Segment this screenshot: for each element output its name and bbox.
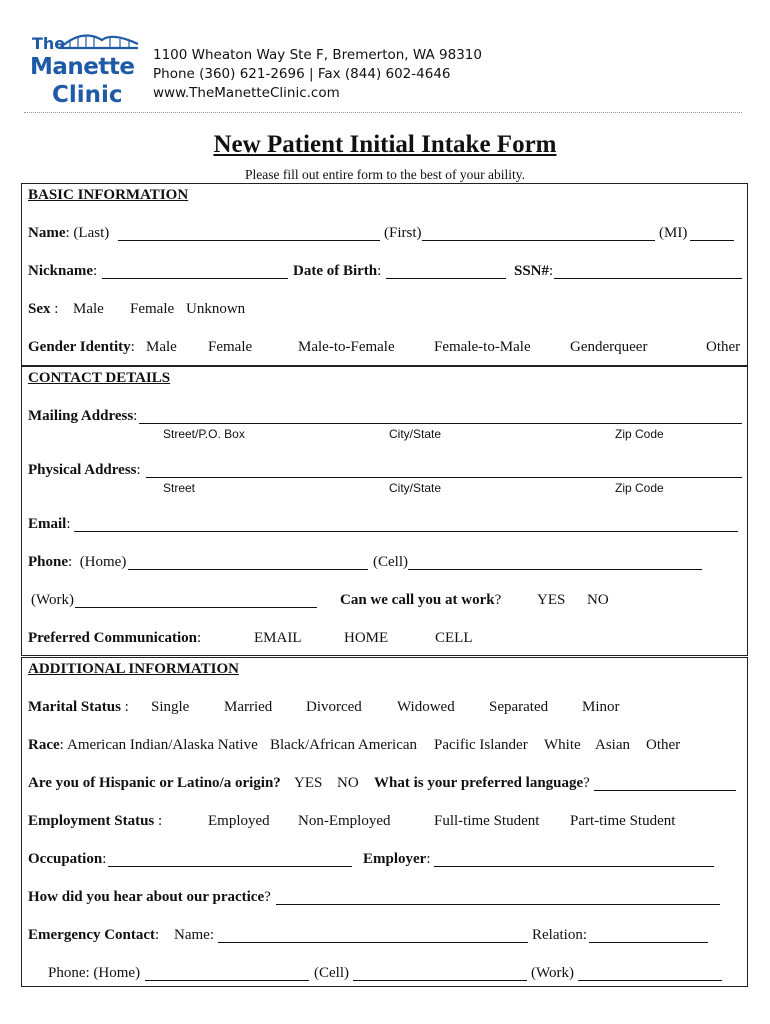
clinic-address: 1100 Wheaton Way Ste F, Bremerton, WA 98310 bbox=[153, 47, 482, 63]
mailing-address-field[interactable] bbox=[139, 423, 742, 424]
marital-option-married[interactable]: Married bbox=[224, 699, 273, 715]
phone-home-field[interactable] bbox=[128, 569, 368, 570]
sex-option-male[interactable]: Male bbox=[73, 301, 104, 317]
preferred-language-field[interactable] bbox=[594, 790, 736, 791]
gender-option-genderqueer[interactable]: Genderqueer bbox=[570, 339, 648, 355]
emergency-work-label: (Work) bbox=[531, 965, 574, 981]
gender-option-male[interactable]: Male bbox=[146, 339, 177, 355]
marital-option-minor[interactable]: Minor bbox=[582, 699, 620, 715]
pref-option-email[interactable]: EMAIL bbox=[254, 630, 302, 646]
physical-street-caption: Street bbox=[163, 481, 196, 495]
emergency-phone-home-label: Phone: (Home) bbox=[48, 965, 141, 981]
physical-address-field[interactable] bbox=[146, 477, 742, 478]
ssn-field[interactable] bbox=[554, 278, 742, 279]
last-name-label: (Last) bbox=[73, 225, 110, 241]
emergency-name-label: Name: bbox=[174, 927, 214, 943]
sex-option-unknown[interactable]: Unknown bbox=[186, 301, 246, 317]
call-at-work-question: Can we call you at work bbox=[340, 592, 495, 608]
occupation-field[interactable] bbox=[108, 866, 352, 867]
physical-address-label: Physical Address bbox=[28, 462, 137, 478]
hispanic-yes[interactable]: YES bbox=[294, 775, 323, 791]
gender-identity-label: Gender Identity bbox=[28, 339, 131, 355]
preferred-language-question: What is your preferred language bbox=[374, 775, 584, 791]
emergency-contact-label: Emergency Contact bbox=[28, 927, 156, 943]
phone-work-label: (Work) bbox=[31, 592, 74, 608]
logo-manette: Manette bbox=[30, 54, 135, 80]
additional-heading: ADDITIONAL INFORMATION bbox=[28, 661, 239, 677]
employment-option-employed[interactable]: Employed bbox=[208, 813, 270, 829]
employer-field[interactable] bbox=[434, 866, 714, 867]
phone-label: Phone bbox=[28, 554, 69, 570]
emergency-relation-field[interactable] bbox=[589, 942, 708, 943]
race-option-american-indian[interactable]: American Indian/Alaska Native bbox=[67, 737, 258, 753]
pref-option-cell[interactable]: CELL bbox=[435, 630, 473, 646]
physical-city-caption: City/State bbox=[389, 481, 442, 495]
phone-cell-label: (Cell) bbox=[373, 554, 408, 570]
hear-about-field[interactable] bbox=[276, 904, 720, 905]
mi-label: (MI) bbox=[659, 225, 688, 241]
emergency-cell-field[interactable] bbox=[353, 980, 527, 981]
ssn-label: SSN# bbox=[514, 263, 550, 279]
race-option-black[interactable]: Black/African American bbox=[270, 737, 418, 753]
mailing-city-caption: City/State bbox=[389, 427, 442, 441]
gender-option-other[interactable]: Other bbox=[706, 339, 741, 355]
emergency-phone-home-field[interactable] bbox=[145, 980, 309, 981]
call-work-yes[interactable]: YES bbox=[537, 592, 566, 608]
emergency-relation-label: Relation: bbox=[532, 927, 587, 943]
marital-option-separated[interactable]: Separated bbox=[489, 699, 549, 715]
call-work-no[interactable]: NO bbox=[587, 592, 609, 608]
logo-clinic: Clinic bbox=[52, 82, 123, 108]
race-option-other[interactable]: Other bbox=[646, 737, 681, 753]
employment-status-label: Employment Status bbox=[28, 813, 155, 829]
mailing-street-caption: Street/P.O. Box bbox=[163, 427, 245, 441]
sex-option-female[interactable]: Female bbox=[130, 301, 175, 317]
gender-option-ftm[interactable]: Female-to-Male bbox=[434, 339, 531, 355]
employment-option-part-time[interactable]: Part-time Student bbox=[570, 813, 676, 829]
gender-option-female[interactable]: Female bbox=[208, 339, 253, 355]
marital-status-label: Marital Status bbox=[28, 699, 121, 715]
nickname-field[interactable] bbox=[102, 278, 288, 279]
occupation-label: Occupation bbox=[28, 851, 103, 867]
employment-option-full-time[interactable]: Full-time Student bbox=[434, 813, 540, 829]
hispanic-question: Are you of Hispanic or Latino/a origin? bbox=[28, 775, 281, 791]
race-option-pacific-islander[interactable]: Pacific Islander bbox=[434, 737, 528, 753]
header-divider bbox=[24, 112, 742, 113]
logo-the: The bbox=[32, 34, 66, 53]
phone-work-field[interactable] bbox=[75, 607, 317, 608]
marital-option-widowed[interactable]: Widowed bbox=[397, 699, 455, 715]
email-label: Email bbox=[28, 516, 67, 532]
race-option-asian[interactable]: Asian bbox=[595, 737, 630, 753]
emergency-cell-label: (Cell) bbox=[314, 965, 349, 981]
contact-heading: CONTACT DETAILS bbox=[28, 370, 171, 386]
nickname-label: Nickname bbox=[28, 263, 93, 279]
emergency-name-field[interactable] bbox=[218, 942, 528, 943]
first-name-field[interactable] bbox=[422, 240, 655, 241]
employment-option-non-employed[interactable]: Non-Employed bbox=[298, 813, 391, 829]
clinic-logo bbox=[30, 26, 142, 112]
mailing-address-label: Mailing Address bbox=[28, 408, 134, 424]
physical-zip-caption: Zip Code bbox=[615, 481, 664, 495]
emergency-work-field[interactable] bbox=[578, 980, 722, 981]
name-label: Name bbox=[28, 225, 66, 241]
mi-field[interactable] bbox=[690, 240, 734, 241]
gender-option-mtf[interactable]: Male-to-Female bbox=[298, 339, 395, 355]
last-name-field[interactable] bbox=[118, 240, 380, 241]
pref-option-home[interactable]: HOME bbox=[344, 630, 389, 646]
marital-option-single[interactable]: Single bbox=[151, 699, 190, 715]
hear-about-question: How did you hear about our practice bbox=[28, 889, 265, 905]
phone-home-label: (Home) bbox=[79, 554, 127, 570]
first-name-label: (First) bbox=[384, 225, 422, 241]
race-option-white[interactable]: White bbox=[544, 737, 581, 753]
preferred-communication-label: Preferred Communication bbox=[28, 630, 197, 646]
sex-label: Sex bbox=[28, 301, 51, 317]
dob-label: Date of Birth bbox=[293, 263, 378, 279]
clinic-phone-fax: Phone (360) 621-2696 | Fax (844) 602-4646 bbox=[153, 66, 451, 82]
clinic-website[interactable]: www.TheManetteClinic.com bbox=[153, 85, 340, 101]
race-label: Race bbox=[28, 737, 60, 753]
dob-field[interactable] bbox=[386, 278, 506, 279]
marital-option-divorced[interactable]: Divorced bbox=[306, 699, 362, 715]
form-instructions: Please fill out entire form to the best of your ability. bbox=[245, 167, 525, 182]
mailing-zip-caption: Zip Code bbox=[615, 427, 664, 441]
hispanic-no[interactable]: NO bbox=[337, 775, 359, 791]
email-field[interactable] bbox=[74, 531, 738, 532]
basic-heading: BASIC INFORMATION bbox=[28, 187, 189, 203]
page-title: New Patient Initial Intake Form bbox=[213, 131, 557, 158]
phone-cell-field[interactable] bbox=[408, 569, 702, 570]
employer-label: Employer bbox=[363, 851, 427, 867]
